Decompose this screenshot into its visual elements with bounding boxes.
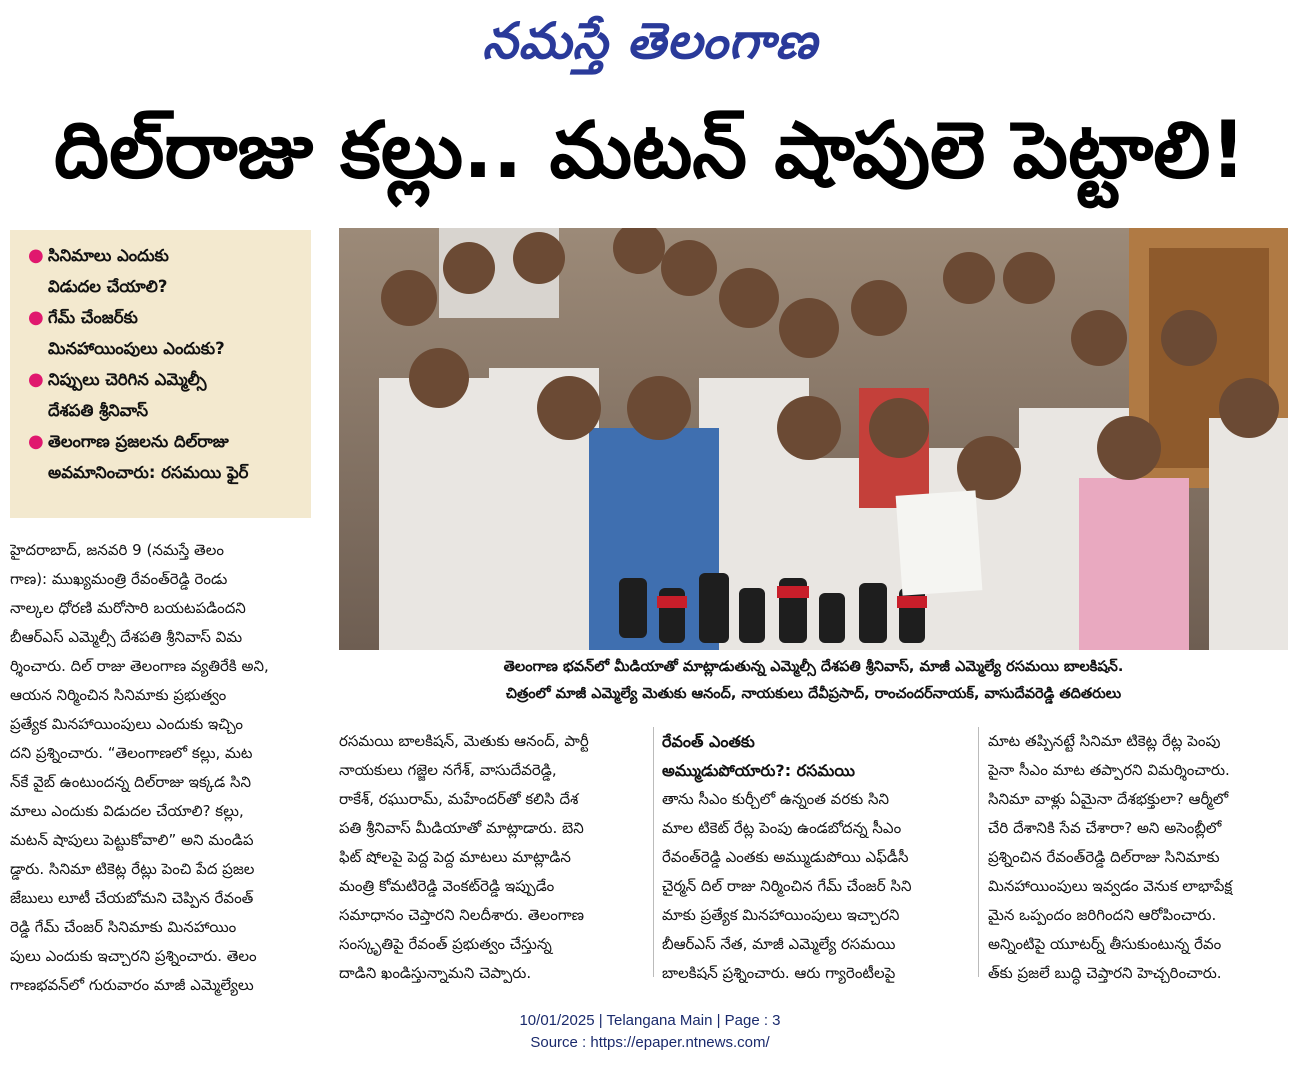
body-line: రేవంత్‌రెడ్డి ఎంతకు అమ్ముడుపోయి ఎఫ్‌డీసీ: [662, 848, 909, 866]
body-line: బాలకిషన్ ప్రశ్నించారు. ఆరు గ్యారెంటీలపై: [662, 964, 896, 982]
body-line: అన్నింటిపై యూటర్న్ తీసుకుంటున్న రేవం: [988, 935, 1222, 953]
highlight-line: నిప్పులు చెరిగిన ఎమ్మెల్సీ: [48, 370, 207, 389]
column-divider: [978, 727, 979, 977]
body-line: దని ప్రశ్నించారు. “తెలంగాణలో కల్లు, మట: [10, 744, 253, 762]
body-line: ఫిట్ షోలపై పెద్ద పెద్ద మాటలు మాట్లాడిన: [339, 848, 571, 866]
body-line: మాల టికెట్ రేట్ల పెంపు ఉండబోదన్న సీఎం: [662, 819, 902, 837]
body-line: సినిమా వాళ్లు ఏమైనా దేశభక్తులా? ఆర్మీలో: [988, 790, 1229, 808]
body-line: రెడ్డి గేమ్ చేంజర్ సినిమాకు మినహాయిం: [10, 918, 237, 936]
body-line: డ్డారు. సినిమా టికెట్ల రేట్లు పెంచి పేద ప్రజల: [10, 860, 255, 878]
body-line: న్‌కే వైబ్ ఉంటుందన్న దిల్‌రాజు ఇక్కడ సిని: [10, 773, 252, 791]
body-line: ప్రశ్నించిన రేవంత్‌రెడ్డి దిల్‌రాజు సినిమాకు: [988, 848, 1220, 866]
highlight-line: మినహాయింపులు ఎందుకు?: [48, 339, 225, 358]
highlight-item: [26, 364, 303, 426]
body-line: గాణభవన్‌లో గురువారం మాజీ ఎమ్మెల్యేలు: [10, 976, 254, 994]
highlight-line: తెలంగాణ ప్రజలను దిల్‌రాజు: [48, 432, 229, 451]
body-line: పులు ఎందుకు ఇచ్చారని ప్రశ్నించారు. తెలం: [10, 947, 257, 965]
body-line: గాణ): ముఖ్యమంత్రి రేవంత్‌రెడ్డి రెండు: [10, 570, 228, 588]
highlight-item: [26, 302, 303, 364]
body-line: సంస్కృతిపై రేవంత్ ప్రభుత్వం చేస్తున్న: [339, 935, 552, 953]
body-line: మంత్రి కోమటిరెడ్డి వెంకట్‌రెడ్డి ఇప్పుడేం: [339, 877, 555, 895]
body-line: బీఆర్‌ఎస్ నేత, మాజీ ఎమ్మెల్యే రసమయి: [662, 935, 896, 953]
article-column-3: [662, 727, 968, 988]
highlight-line: అవమానించారు: రసమయి ఫైర్: [48, 463, 249, 482]
highlight-line: దేశపతి శ్రీనివాస్: [48, 401, 149, 420]
footer-source: Source : https://epaper.ntnews.com/: [530, 1034, 770, 1051]
body-line: మినహాయింపులు ఇవ్వడం వెనుక లాభాపేక్ష: [988, 877, 1233, 895]
footer-date-page: 10/01/2025 | Telangana Main | Page : 3: [519, 1012, 781, 1029]
body-line: ర్శించారు. దిల్ రాజు తెలంగాణ వ్యతిరేకి అని,: [10, 657, 269, 675]
body-line: త్‌కు ప్రజలే బుద్ధి చెప్తారని హెచ్చరించారు.: [988, 964, 1222, 982]
body-line: నాయకులు గజ్జెల నగేశ్, వాసుదేవరెడ్డి,: [339, 761, 557, 779]
highlight-item: [26, 426, 303, 488]
body-line: మైన ఒప్పందం జరిగిందని ఆరోపించారు.: [988, 906, 1217, 924]
body-line: ఆయన నిర్మించిన సినిమాకు ప్రభుత్వం: [10, 686, 227, 704]
highlight-item: [26, 240, 303, 302]
body-line: తాను సీఎం కుర్చీలో ఉన్నంత వరకు సిని: [662, 790, 890, 808]
highlight-line: సినిమాలు ఎందుకు: [48, 246, 169, 265]
body-line: బీఆర్‌ఎస్ ఎమ్మెల్సీ దేశపతి శ్రీనివాస్ విమ: [10, 628, 243, 646]
body-line: దాడిని ఖండిస్తున్నామని చెప్పారు.: [339, 964, 532, 982]
article-column-1: [10, 536, 310, 1000]
photo-illustration: [339, 228, 1288, 650]
body-line: చైర్మన్ దిల్ రాజు నిర్మించిన గేమ్ చేంజర్ సిని: [662, 877, 912, 895]
highlight-line: విడుదల చేయాలి?: [48, 277, 168, 296]
bullet-icon: ●: [28, 307, 44, 328]
caption-line: తెలంగాణ భవన్‌లో మీడియాతో మాట్లాడుతున్న ఎమ్మెల్సీ దేశపతి శ్రీనివాస్, మాజీ ఎమ్మెల్యే రసమయి బాలకిషన్.: [503, 659, 1124, 675]
body-line: మటన్ షాపులు పెట్టుకోవాలి” అని మండిప: [10, 831, 254, 849]
body-line: ప్రత్యేక మినహాయింపులు ఎందుకు ఇచ్చిం: [10, 715, 243, 733]
body-line: రాకేశ్, రఘురామ్, మహేందర్‌తో కలిసి దేశ: [339, 790, 579, 808]
body-line: మాకు ప్రత్యేక మినహాయింపులు ఇచ్చారని: [662, 906, 900, 924]
body-line: హైదరాబాద్, జనవరి 9 (నమస్తే తెలం: [10, 541, 224, 559]
body-line: మాలు ఎందుకు విడుదల చేయాలి? కల్లు,: [10, 802, 244, 820]
highlights-box: [10, 230, 311, 518]
highlight-line: గేమ్ చేంజర్‌కు: [48, 308, 138, 327]
bullet-icon: ●: [28, 245, 44, 266]
masthead: నమస్తే తెలంగాణ: [482, 12, 818, 70]
photo-caption: [339, 654, 1288, 714]
press-meet-photo: [339, 228, 1288, 650]
body-line: పతి శ్రీనివాస్ మీడియాతో మాట్లాడారు. బెని: [339, 819, 584, 837]
body-line: రసమయి బాలకిషన్, మెతుకు ఆనంద్, పార్టీ: [339, 732, 589, 750]
body-line: జేబులు లూటీ చేయబోమని చెప్పిన రేవంత్: [10, 889, 254, 907]
subheading: రేవంత్ ఎంతకు: [662, 732, 755, 751]
body-line: చేరి దేశానికి సేవ చేశారా? అని అసెంబ్లీలో: [988, 819, 1222, 837]
body-line: పైనా సీఎం మాట తప్పారని విమర్శించారు.: [988, 761, 1230, 779]
subheading: అమ్ముడుపోయారు?: రసమయి: [662, 761, 855, 780]
body-line: నాల్కల ధోరణి మరోసారి బయటపడిందని: [10, 599, 246, 617]
caption-line: చిత్రంలో మాజీ ఎమ్మెల్యే మెతుకు ఆనంద్, నాయకులు దేవీప్రసాద్, రాంచందర్‌నాయక్, వాసుదేవరెడ్డి తదితరులు: [505, 686, 1122, 702]
body-line: మాట తప్పినట్టే సినిమా టికెట్ల రేట్ల పెంపు: [988, 732, 1221, 750]
bullet-icon: ●: [28, 431, 44, 452]
bullet-icon: ●: [28, 369, 44, 390]
article-column-2: [339, 727, 639, 988]
article-column-4: [988, 727, 1288, 988]
body-line: సమాధానం చెప్తారని నిలదీశారు. తెలంగాణ: [339, 906, 585, 924]
column-divider: [653, 727, 654, 977]
headline: దిల్‌రాజు కల్లు.. మటన్ షాపులె పెట్టాలి!: [54, 106, 1246, 196]
